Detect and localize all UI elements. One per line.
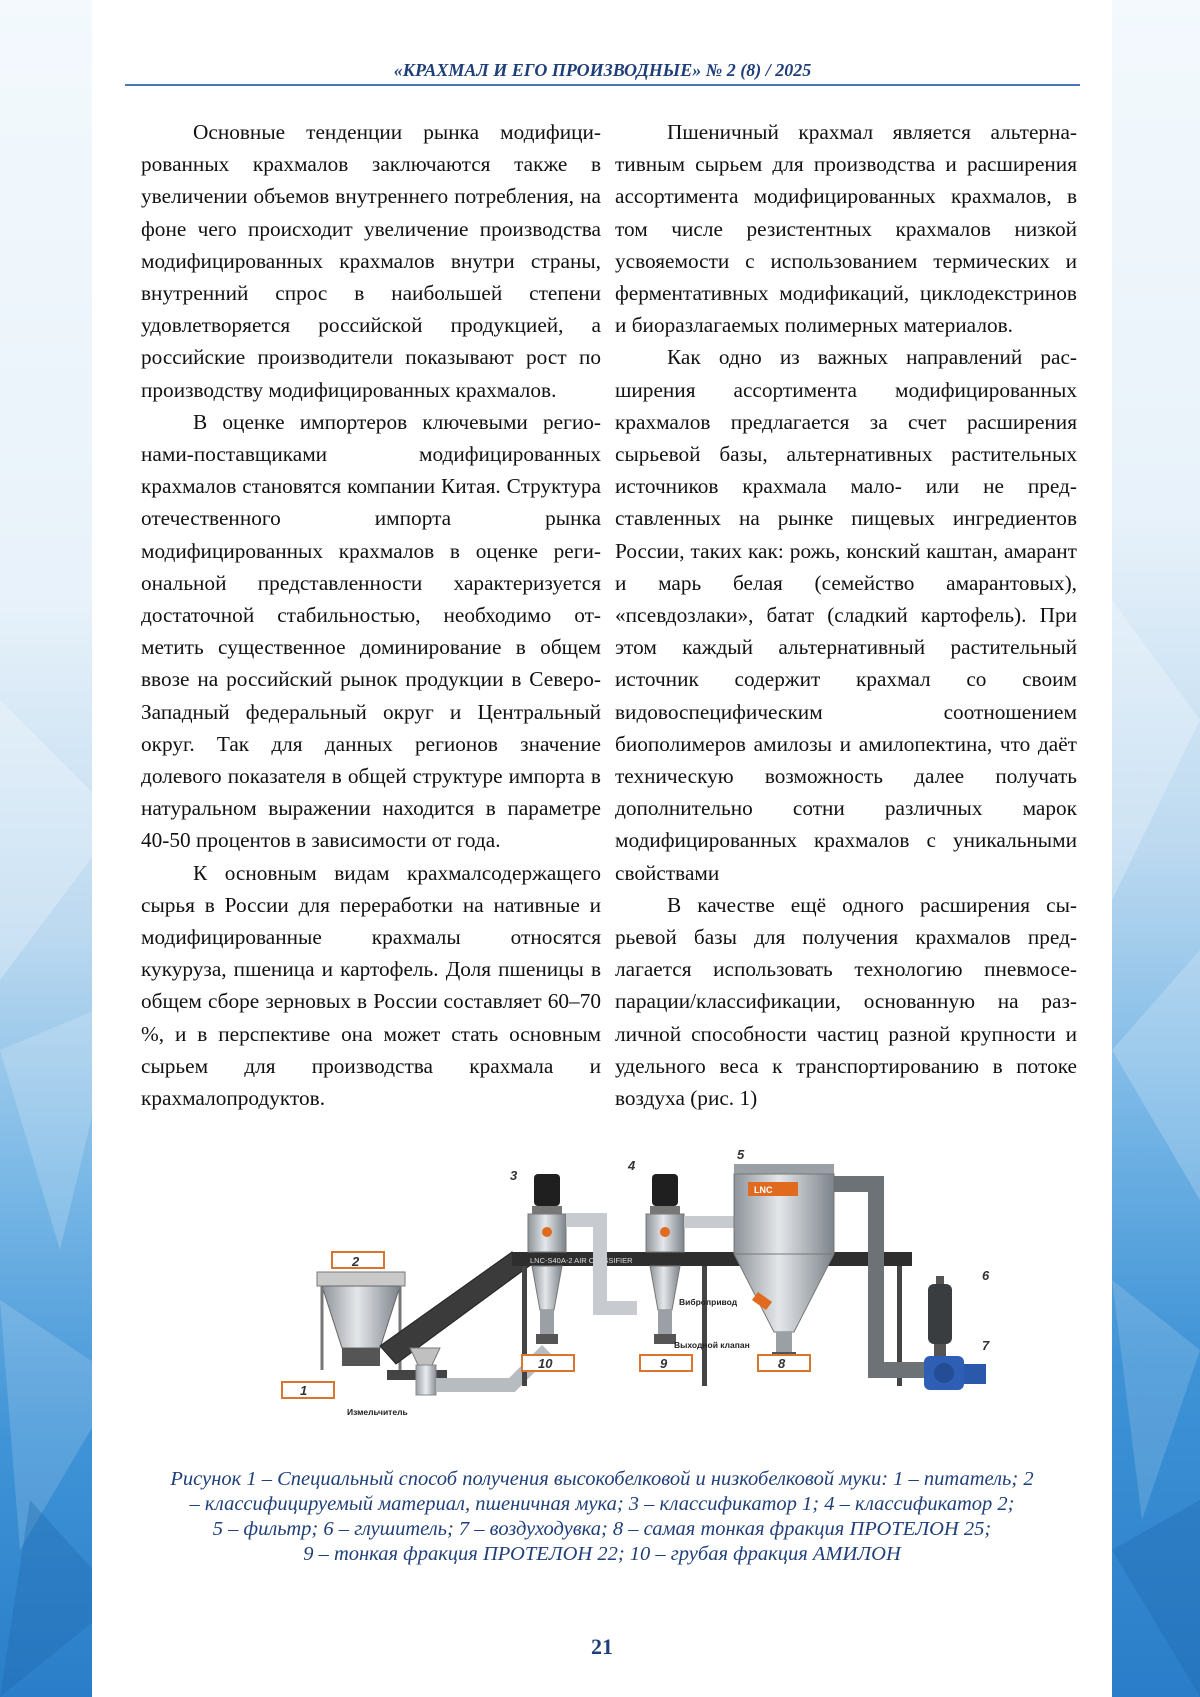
paragraph: Как одно из важных направлений рас­ширения ассортимента модифицированных крахмалов предлагается за счет расширения сырьевой базы, альтернативных раститель­ных источников крахмала мало- или не пред­ставленных на рынке пищевых ингредиентов России, таких как: рожь, конский каштан, амарант и марь белая (семейство амаранто­вых), «псевдозлаки», батат (сладкий карто­фель). При этом каждый альтернативный рас­тительный источник содержит крахмал со своим видовоспецифическим соотношением биополимеров амилозы и амилопектина, что даёт техническую возможность далее полу­чать дополнительно сотни различных марок модифицированных крахмалов с уникаль­ными свойствами bbox=[615, 341, 1077, 888]
label-vibro-drive: Вибропривод bbox=[679, 1297, 738, 1307]
journal-running-head: «КРАХМАЛ И ЕГО ПРОИЗВОДНЫЕ» № 2 (8) / 2025 bbox=[125, 60, 1080, 81]
text-column-left bbox=[141, 116, 601, 1114]
figure-label-9: 9 bbox=[660, 1356, 668, 1371]
figure-label-4: 4 bbox=[627, 1158, 636, 1173]
label-outlet-valve: Выходной клапан bbox=[674, 1340, 750, 1350]
caption-line: 9 – тонкая фракция ПРОТЕЛОН 22; 10 – грубая фракция АМИЛОН bbox=[112, 1542, 1092, 1567]
figure-label-6: 6 bbox=[982, 1268, 990, 1283]
figure-label-1: 1 bbox=[300, 1383, 307, 1398]
label-grinder: Измельчитель bbox=[347, 1407, 408, 1417]
page-number: 21 bbox=[92, 1634, 1112, 1660]
paragraph: В оценке импортеров ключевыми регио­нами-поставщиками модифицированных крахмалов становятся компании Китая. Структура отечественного импорта рынка модифицированных крахмалов в оценке реги­ональной представленности характеризуется достаточной стабильностью, необходимо от­метить существенное доминирование в об­щем ввозе на российский рынок продукции в Северо-Западный федеральный округ и Цен­тральный округ. Так для данных регионов значение долевого показателя в общей струк­туре импорта в натуральном выражении находится в параметре 40-50 процентов в за­висимости от года. bbox=[141, 406, 601, 857]
figure-label-5: 5 bbox=[737, 1147, 745, 1162]
figure-label-7: 7 bbox=[982, 1338, 990, 1353]
paragraph: В качестве ещё одного расширения сы­рьевой базы для получения крахмалов пред­лагается использовать технологию пневмосе­парации/классификации, основанную на раз­личной способности частиц разной крупно­сти и удельного веса к транспортированию в потоке воздуха (рис. 1) bbox=[615, 889, 1077, 1114]
polygon-pattern-right bbox=[1112, 0, 1200, 1697]
classifier-beam-text: LNC-S40A-2 AIR CLASSIFIER bbox=[530, 1256, 633, 1265]
paragraph: Пшеничный крахмал является альтерна­тивным сырьем для производства и расшире­ния ассортимента модифицированных крах­малов, в том числе резистентных крахмалов низкой усвояемости с использованием терми­ческих и ферментативных модификаций, цик­лодекстринов и биоразлагаемых полимерных материалов. bbox=[615, 116, 1077, 341]
filter-logo-text: LNC bbox=[754, 1185, 773, 1195]
figure-label-10: 10 bbox=[538, 1356, 553, 1371]
figure-caption bbox=[112, 1467, 1092, 1567]
figure-air-classifier-diagram bbox=[182, 1160, 1012, 1460]
caption-line: – классифицируемый материал, пшеничная мука; 3 – классификатор 1; 4 – классификатор 2; bbox=[112, 1492, 1092, 1517]
text-column-right bbox=[615, 116, 1077, 1114]
journal-page bbox=[92, 0, 1112, 1697]
caption-line: 5 – фильтр; 6 – глушитель; 7 – воздуходувка; 8 – самая тонкая фракция ПРОТЕЛОН 25; bbox=[112, 1517, 1092, 1542]
paragraph: Основные тенденции рынка модифици­рованных крахмалов заключаются также в увеличении объемов внутреннего потребле­ния, на фоне чего происходит увеличение производства модифицированных крахмалов внутри страны, внутренний спрос в наиболь­шей степени удовлетворяется российской продукцией, а российские производители по­казывают рост по производству модифициро­ванных крахмалов. bbox=[141, 116, 601, 406]
caption-line: Рисунок 1 – Специальный способ получения высокобелковой и низкобелковой муки: 1 – питатель; 2 bbox=[112, 1467, 1092, 1492]
figure-label-2: 2 bbox=[351, 1254, 360, 1269]
paragraph: К основным видам крахмалсодержа­щего сырья в России для переработки на на­тивные и модифицированные крахмалы отно­сятся кукуруза, пшеница и картофель. Доля пшеницы в общем сборе зерновых в России составляет 60–70 %, и в перспективе она мо­жет стать основным сырьем для производства крахмала и крахмалопродуктов. bbox=[141, 857, 601, 1115]
decorative-right-margin bbox=[1112, 0, 1200, 1697]
figure-label-8: 8 bbox=[778, 1356, 786, 1371]
header-rule bbox=[125, 84, 1080, 86]
figure-label-3: 3 bbox=[510, 1168, 518, 1183]
